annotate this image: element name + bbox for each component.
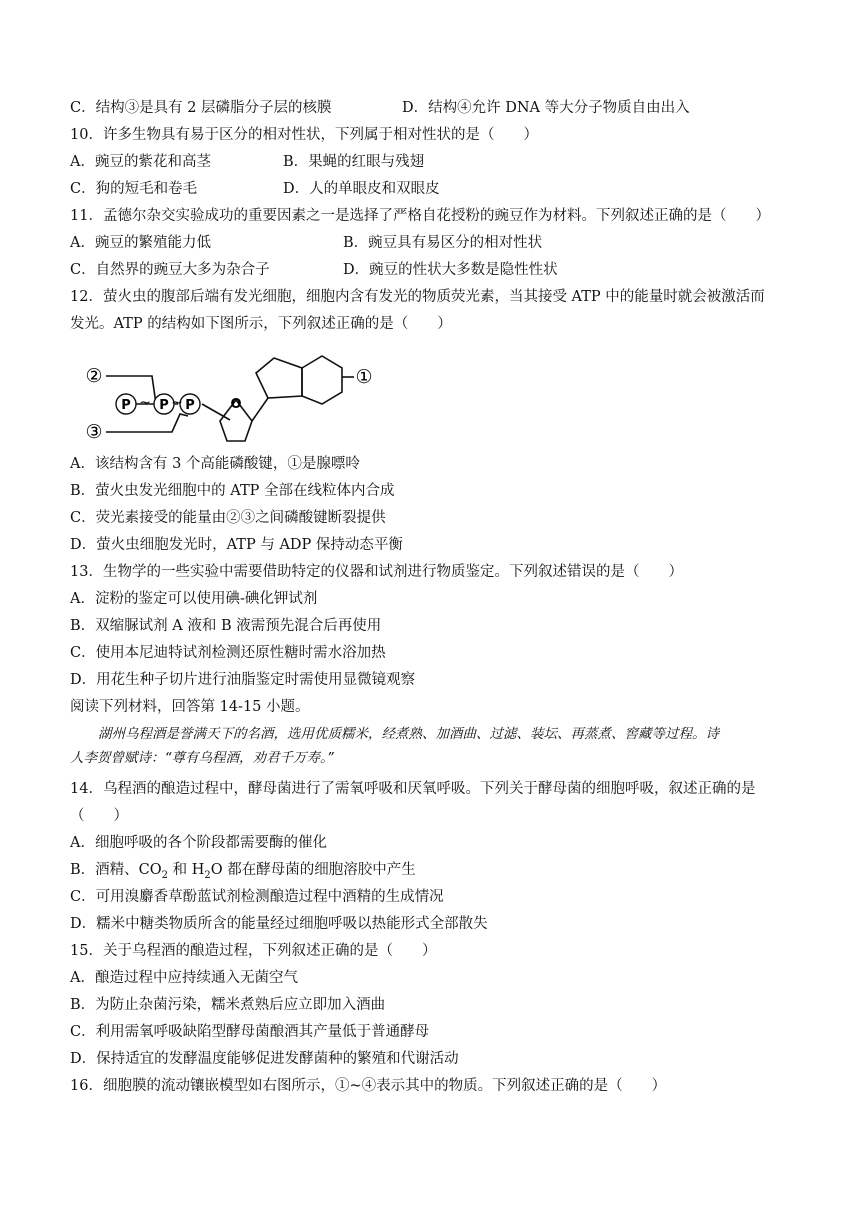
question-14-line2: （ ） <box>70 808 128 824</box>
option-10b: B．果蝇的红眼与残翅 <box>283 154 425 170</box>
option-11a: A．豌豆的繁殖能力低 <box>70 235 211 251</box>
subscript-2-co2: 2 <box>161 869 169 881</box>
option-9c: C．结构③是具有 2 层磷脂分子层的核膜 <box>70 100 332 116</box>
oxygen-label: O <box>230 397 242 412</box>
option-15d: D．保持适宜的发酵温度能够促进发酵菌种的繁殖和代谢活动 <box>70 1051 459 1067</box>
option-14b-part3: O 都在酵母菌的细胞溶胶中产生 <box>210 862 416 878</box>
tilde-2: ~ <box>171 395 183 411</box>
reading-passage <box>70 722 800 770</box>
option-14b <box>70 860 416 886</box>
question-12-line1: 12．萤火虫的腹部后端有发光细胞，细胞内含有发光的物质荧光素，当其接受 ATP 中的能量时就会被激活而 <box>70 289 765 305</box>
option-12a: A．该结构含有 3 个高能磷酸键，①是腺嘌呤 <box>70 456 360 472</box>
option-10d: D．人的单眼皮和双眼皮 <box>283 181 440 197</box>
option-13b: B．双缩脲试剂 A 液和 B 液需预先混合后再使用 <box>70 618 382 634</box>
option-9d: D．结构④允许 DNA 等大分子物质自由出入 <box>402 100 690 116</box>
question-15: 15．关于乌程酒的酿造过程，下列叙述正确的是（ ） <box>70 943 437 959</box>
label-circle-3: ③ <box>85 421 103 443</box>
hexagon-ring <box>302 356 342 404</box>
option-11b: B．豌豆具有易区分的相对性状 <box>343 235 543 251</box>
p-label-2: P <box>159 398 169 413</box>
bracket-3 <box>106 414 188 432</box>
option-13c: C．使用本尼迪特试剂检测还原性糖时需水浴加热 <box>70 645 386 661</box>
option-14d: D．糯米中糖类物质所含的能量经过细胞呼吸以热能形式全部散失 <box>70 916 488 932</box>
subscript-2-h2o: 2 <box>204 869 211 881</box>
option-14b-part1: B．酒精、CO <box>70 862 162 878</box>
option-11c: C．自然界的豌豆大多为杂合子 <box>70 262 270 278</box>
atp-structure-diagram <box>80 348 380 448</box>
reading-instruction: 阅读下列材料，回答第 14-15 小题。 <box>70 699 310 715</box>
question-16: 16．细胞膜的流动镶嵌模型如右图所示，①~④表示其中的物质。下列叙述正确的是（ ） <box>70 1078 667 1094</box>
p-label-3: P <box>185 398 195 413</box>
option-12d: D．萤火虫细胞发光时，ATP 与 ADP 保持动态平衡 <box>70 537 403 553</box>
question-12-line2: 发光。ATP 的结构如下图所示，下列叙述正确的是（ ） <box>70 316 452 332</box>
option-13d: D．用花生种子切片进行油脂鉴定时需使用显微镜观察 <box>70 672 416 688</box>
option-14c: C．可用溴麝香草酚蓝试剂检测酿造过程中酒精的生成情况 <box>70 889 444 905</box>
option-10a: A．豌豆的紫花和高茎 <box>70 154 211 170</box>
tilde-1: ~ <box>139 395 151 411</box>
passage-line-2: 人李贺曾赋诗：“尊有乌程酒，劝君千万寿。” <box>70 750 334 766</box>
question-10: 10．许多生物具有易于区分的相对性状，下列属于相对性状的是（ ） <box>70 127 538 143</box>
option-11d: D．豌豆的性状大多数是隐性性状 <box>343 262 558 278</box>
option-15c: C．利用需氧呼吸缺陷型酵母菌酿酒其产量低于普通酵母 <box>70 1024 430 1040</box>
question-14-line1: 14．乌程酒的酿造过程中，酵母菌进行了需氧呼吸和厌氧呼吸。下列关于酵母菌的细胞呼吸，叙述正确的是 <box>70 781 756 797</box>
question-11: 11．孟德尔杂交实验成功的重要因素之一是选择了严格自花授粉的豌豆作为材料。下列叙述正确的是（ ） <box>70 208 770 224</box>
pentagon-ring <box>256 358 302 398</box>
label-circle-2: ② <box>85 365 103 387</box>
option-10c: C．狗的短毛和卷毛 <box>70 181 198 197</box>
option-14b-part2: 和 H <box>168 862 205 878</box>
option-14a: A．细胞呼吸的各个阶段都需要酶的催化 <box>70 835 327 851</box>
passage-line-1: 湖州乌程酒是誉满天下的名酒，选用优质糯米，经煮熟、加酒曲、过滤、装坛、再蒸煮、窖藏等过程。诗 <box>98 726 719 742</box>
p-label-1: P <box>121 398 131 413</box>
option-13a: A．淀粉的鉴定可以使用碘-碘化钾试剂 <box>70 591 318 607</box>
option-15a: A．酿造过程中应持续通入无菌空气 <box>70 970 298 986</box>
option-15b: B．为防止杂菌污染，糯米煮熟后应立即加入酒曲 <box>70 997 386 1013</box>
option-12b: B．萤火虫发光细胞中的 ATP 全部在线粒体内合成 <box>70 483 395 499</box>
option-12c: C．荧光素接受的能量由②③之间磷酸键断裂提供 <box>70 510 386 526</box>
question-13: 13．生物学的一些实验中需要借助特定的仪器和试剂进行物质鉴定。下列叙述错误的是（ ） <box>70 564 683 580</box>
label-circle-1: ① <box>355 366 373 388</box>
